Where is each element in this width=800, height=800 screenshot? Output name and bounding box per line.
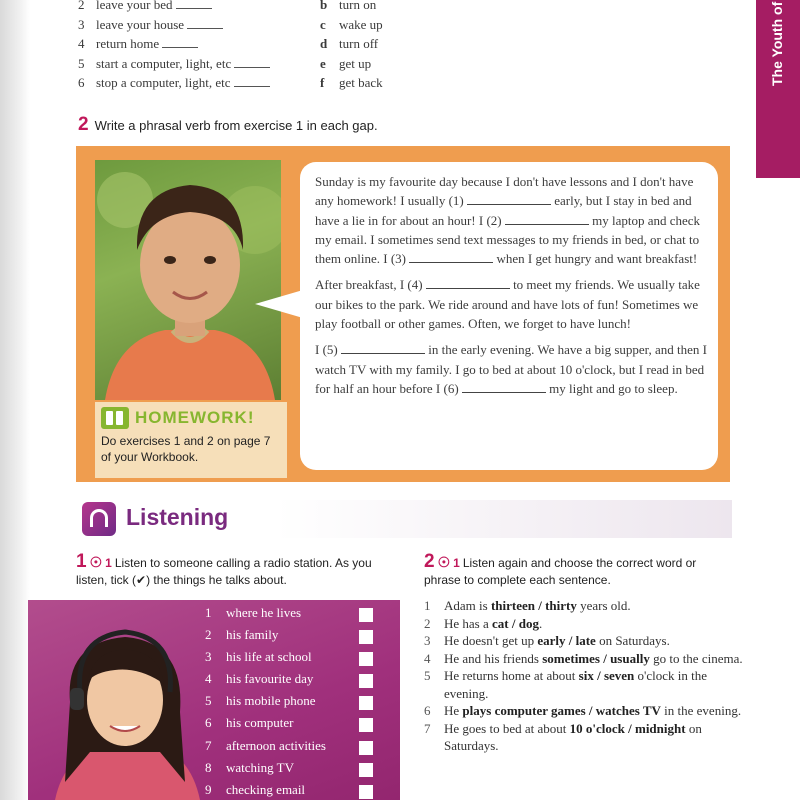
- list-item: 4 He and his friends sometimes / usually go to the cinema.: [424, 650, 743, 666]
- tick-checkbox[interactable]: [359, 718, 373, 732]
- exercise1-matching: [78, 0, 438, 95]
- tick-checkbox[interactable]: [359, 608, 373, 622]
- unit-side-tab: [756, 0, 800, 178]
- word-choice[interactable]: six / seven: [578, 668, 635, 683]
- list-item: 5 He returns home at about six / seven o'clock in the evening.: [424, 668, 708, 701]
- speech-bubble-tail: [255, 290, 303, 318]
- answer-blank: [234, 77, 270, 87]
- list-item: 6 He plays computer games / watches TV in the evening.: [424, 703, 742, 718]
- ex1-left-item: 6 stop a computer, light, etc: [78, 75, 270, 91]
- homework-title: HOMEWORK!: [101, 407, 281, 429]
- exercise-number: 2: [78, 114, 89, 135]
- ex1-left-item: 2 leave your bed: [78, 0, 212, 13]
- paragraph: Sunday is my favourite day because I don't have lessons and I don't have any homework! I usually (1) early, but I stay in bed and have a lie in for about an hour! I (2) my laptop and check my email. I sometimes send text messages to my friends in bed, or chat to them online. I (3) when I get hungry and want breakfast!: [315, 174, 701, 267]
- tick-checkbox[interactable]: [359, 652, 373, 666]
- ex1-right-item: c wake up: [320, 16, 383, 32]
- audio-icon: ☉: [437, 554, 451, 570]
- tick-checkbox[interactable]: [359, 696, 373, 710]
- word-choice[interactable]: sometimes / usually: [542, 650, 650, 666]
- headphones-icon: [82, 502, 116, 536]
- gap-4: [426, 278, 510, 289]
- list-item: 3 his life at school: [205, 649, 385, 671]
- word-choice[interactable]: early / late: [537, 633, 596, 648]
- listening-ex2-instruction: 2 ☉ 1 Listen again and choose the correct word or phrase to complete each sentence.: [424, 551, 697, 587]
- list-item: 7 afternoon activities: [205, 738, 385, 760]
- list-item: 1 Adam is thirteen / thirty years old.: [424, 598, 631, 613]
- list-item: 3 He doesn't get up early / late on Saturdays.: [424, 633, 670, 648]
- list-item: 5 his mobile phone: [205, 693, 385, 715]
- side-tab-label: The Youth of: [769, 1, 785, 86]
- ex1-row: [78, 56, 438, 76]
- tick-checkbox[interactable]: [359, 741, 373, 755]
- topics-list: [205, 605, 385, 800]
- answer-blank: [162, 38, 198, 48]
- answer-blank: [187, 19, 223, 29]
- tick-checkbox[interactable]: [359, 763, 373, 777]
- section-title: Listening: [126, 504, 229, 530]
- ex1-left-item: 5 start a computer, light, etc: [78, 56, 270, 72]
- list-item: 2 his family: [205, 627, 385, 649]
- gap-5: [341, 343, 425, 354]
- list-item: 8 watching TV: [205, 760, 385, 782]
- reading-text: [315, 172, 707, 405]
- ex1-left-item: 4 return home: [78, 36, 198, 52]
- tick-checkbox[interactable]: [359, 785, 373, 799]
- word-choice[interactable]: 10 o'clock / midnight: [569, 720, 686, 736]
- girl-illustration: [40, 622, 220, 800]
- list-item: 2 He has a cat / dog.: [424, 615, 543, 631]
- homework-box: [95, 402, 287, 478]
- ex1-row: [78, 36, 438, 56]
- boy-illustration: [95, 160, 281, 400]
- word-choice[interactable]: cat / dog: [492, 615, 539, 631]
- ex1-right-item: d turn off: [320, 36, 379, 52]
- ex1-left-item: 3 leave your house: [78, 17, 223, 33]
- sentences-list: [424, 597, 744, 755]
- list-item: 7 He goes to bed at about 10 o'clock / midnight on Saturdays.: [424, 720, 702, 753]
- boy-photo: [95, 160, 281, 400]
- page-gutter-shadow: [0, 0, 30, 800]
- tick-checkbox[interactable]: [359, 674, 373, 688]
- exercise2-instruction: 2 Write a phrasal verb from exercise 1 in each gap.: [78, 114, 378, 135]
- list-item: 1 where he lives: [205, 605, 385, 627]
- gap-6: [462, 382, 546, 393]
- list-item: 9 checking email: [205, 782, 385, 800]
- gap-2: [505, 214, 589, 225]
- homework-text: Do exercises 1 and 2 on page 7 of your Workbook.: [101, 434, 271, 464]
- ex1-right-item: b turn on: [320, 0, 377, 12]
- word-choice[interactable]: thirteen / thirty: [490, 598, 577, 613]
- audio-icon: ☉: [89, 554, 103, 570]
- list-item: 6 his computer: [205, 715, 385, 737]
- gap-3: [409, 252, 493, 263]
- ex1-row: [78, 75, 438, 95]
- paragraph: I (5) in the early evening. We have a big supper, and then I watch TV with my family. I go to bed at about 10 o'clock, but I read in bed for half an hour before I (6) my light and go to sleep.: [315, 342, 707, 396]
- answer-blank: [234, 58, 270, 68]
- workbook-icon: [101, 407, 129, 429]
- ex1-right-item: e get up: [320, 55, 372, 71]
- ex1-row: [78, 0, 438, 17]
- answer-blank: [176, 0, 212, 9]
- word-choice[interactable]: plays computer games / watches TV: [462, 703, 661, 718]
- list-item: 4 his favourite day: [205, 671, 385, 693]
- ex1-row: [78, 17, 438, 37]
- listening-ex1-instruction: 1 ☉ 1 Listen to someone calling a radio station. As you listen, tick (✔) the things he talks about.: [76, 551, 372, 587]
- paragraph: After breakfast, I (4) to meet my friends. We usually take our bikes to the park. We ride around and have lots of fun! Sometimes we play football or other games. Often, we forget to have lunch!: [315, 277, 700, 332]
- girl-photo: [40, 622, 220, 800]
- tick-checkbox[interactable]: [359, 630, 373, 644]
- ex1-right-item: f get back: [320, 75, 383, 91]
- gap-1: [467, 194, 551, 205]
